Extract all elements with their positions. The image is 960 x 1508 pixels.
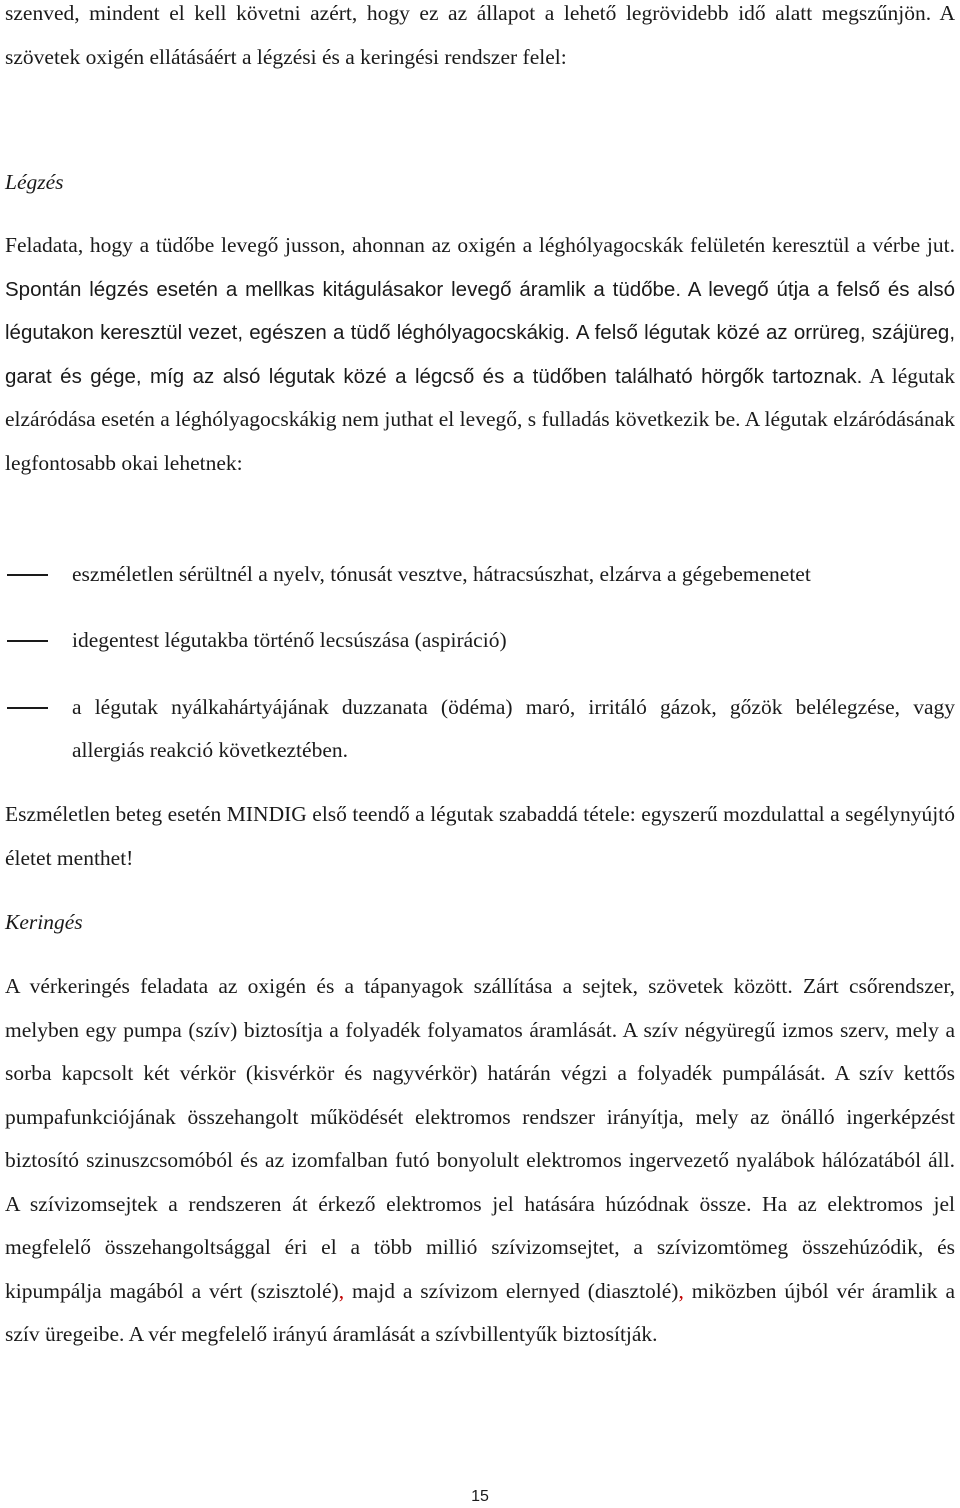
- list-item: [5, 619, 955, 662]
- legzes-text-sans-2: A felső légutak közé az orrüreg, szájüreg, garat és gége, míg az alsó légutak közé a légcső és a tüdőben található hörgők tartoznak.: [5, 321, 956, 388]
- list-item-text: a légutak nyálkahártyájának duzzanata (ödéma) maró, irritáló gázok, gőzök belélegzése, vagy allergiás reakció következtében.: [72, 695, 955, 762]
- page-number: 15: [471, 1488, 489, 1505]
- section-heading-legzes: Légzés: [5, 170, 64, 194]
- keringes-text-2: majd a szívizom elernyed (diasztolé): [344, 1278, 679, 1303]
- red-comma: ,: [678, 1278, 684, 1303]
- legzes-text-serif: Feladata, hogy a tüdőbe levegő jusson, ahonnan az oxigén a léghólyagocskák felületén keresztül a vérbe jut.: [5, 233, 955, 257]
- keringes-paragraph: [5, 965, 955, 1357]
- intro-paragraph: [5, 0, 955, 79]
- list-item-text: eszméletlen sérültnél a nyelv, tónusát vesztve, hátracsúszhat, elzárva a gégebemenetet: [72, 562, 811, 586]
- legzes-text-serif-3: A légutak elzáródásának legfontosabb okai lehetnek:: [5, 407, 955, 475]
- warning-paragraph: [5, 793, 955, 880]
- list-item: [5, 686, 955, 772]
- list-item-text: idegentest légutakba történő lecsúszása (aspiráció): [72, 628, 507, 652]
- keringes-text-1: A vérkeringés feladata az oxigén és a tápanyagok szállítása a sejtek, szövetek között. Zárt csőrendszer, melyben egy pumpa (szív) biztosítja a folyadék folyamatos áramlását. A szív négyüregű izmos szerv, mely a sorba kapcsolt két vérkör (kisvérkör és nagyvérkör) határán végzi a folyadék pumpálását. A szív kettős pumpafunkciójának összehangolt működését elektromos rendszer irányítja, mely az önálló ingerképzést biztosító szinuszcsomóból és az izomfalban futó bonyolult elektromos ingervezető nyalábok hálózatából áll. A szívizomsejtek a rendszeren át érkező elektromos jel hatására húzódnak össze. Ha az elektromos jel megfelelő összehangoltsággal éri el a több millió szívizomsejtet, a szívizomtömeg összehúzódik, és kipumpálja magából a vért (szisztolé): [5, 974, 955, 1303]
- section-heading-keringes: Keringés: [5, 910, 83, 934]
- red-comma: ,: [338, 1278, 345, 1303]
- legzes-text-serif-2: A légutak elzáródása esetén a léghólyagocskákig nem juthat el levegő, s fulladás következik be.: [5, 363, 956, 431]
- list-item: [5, 553, 955, 596]
- legzes-text-sans: Spontán légzés esetén a mellkas kitágulásakor levegő áramlik a tüdőbe. A levegő útja a felső és alsó légutakon keresztül vezet, egészen a tüdő léghólyagocskákig.: [5, 277, 955, 344]
- warning-text: Eszméletlen beteg esetén MINDIG első teendő a légutak szabaddá tétele: egyszerű mozdulattal a segélynyújtó életet menthet!: [5, 802, 955, 870]
- keringes-text-3: miközben újból vér áramlik a szív üregeibe. A vér megfelelő irányú áramlását a szívbillentyűk biztosítják.: [5, 1278, 955, 1346]
- legzes-paragraph: [5, 224, 955, 485]
- intro-text: szenved, mindent el kell követni azért, hogy ez az állapot a lehető legrövidebb idő alatt megszűnjön. A szövetek oxigén ellátásáért a légzési és a keringési rendszer felel:: [5, 1, 955, 69]
